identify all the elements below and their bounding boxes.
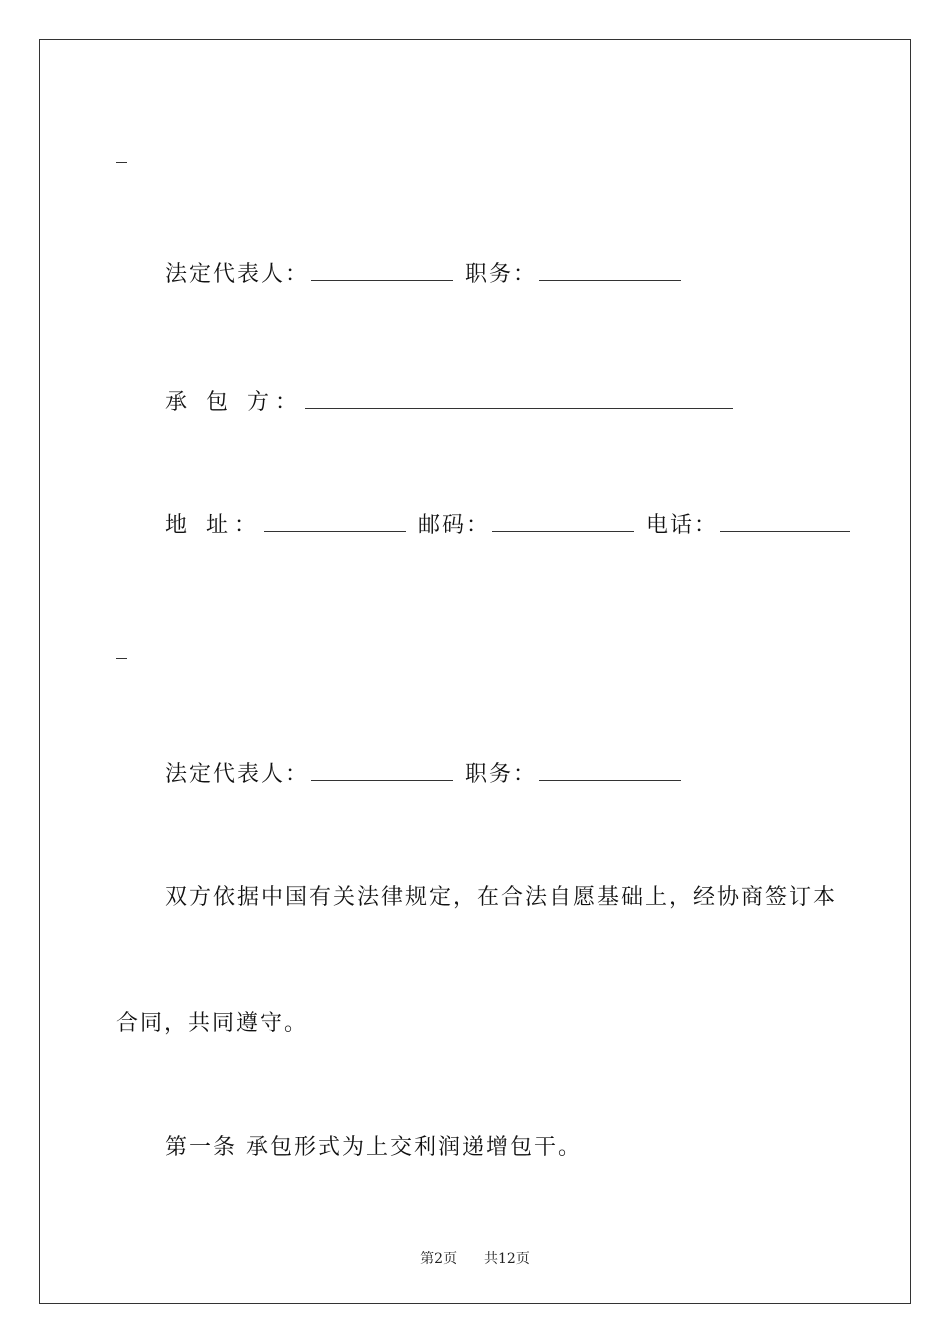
page-border (39, 39, 911, 1304)
rep-label: 法定代表人： (165, 762, 310, 787)
contractor-rep-line (165, 760, 693, 789)
page-total: 共12页 (484, 1251, 530, 1267)
paragraph-line: 双方依据中国有关法律规定，在合法自愿基础上，经协商签订本 (165, 885, 838, 910)
phone-label: 电话： (646, 513, 719, 538)
address-blank[interactable] (264, 511, 406, 532)
zip-blank[interactable] (492, 511, 634, 532)
rep-blank[interactable] (311, 760, 453, 781)
contractor-contact-line (165, 511, 850, 540)
page-footer (0, 1248, 950, 1268)
dash-mark (116, 658, 127, 659)
title-blank[interactable] (539, 760, 681, 781)
title-label: 职务： (465, 262, 538, 287)
title-blank[interactable] (539, 260, 681, 281)
address-label: 地 址： (165, 513, 262, 538)
contractor-blank[interactable] (305, 388, 733, 409)
rep-blank[interactable] (311, 260, 453, 281)
article-1: 第一条 承包形式为上交利润递增包干。 (165, 1135, 582, 1160)
paragraph-line: 合同，共同遵守。 (116, 1011, 309, 1036)
client-rep-line (165, 260, 693, 289)
contractor-line (165, 388, 745, 417)
dash-mark (116, 162, 127, 163)
phone-blank[interactable] (720, 511, 850, 532)
zip-label: 邮码： (418, 513, 491, 538)
contractor-label: 承 包 方： (165, 390, 303, 415)
page-number: 第2页 (420, 1251, 458, 1267)
rep-label: 法定代表人： (165, 262, 310, 287)
title-label: 职务： (465, 762, 538, 787)
